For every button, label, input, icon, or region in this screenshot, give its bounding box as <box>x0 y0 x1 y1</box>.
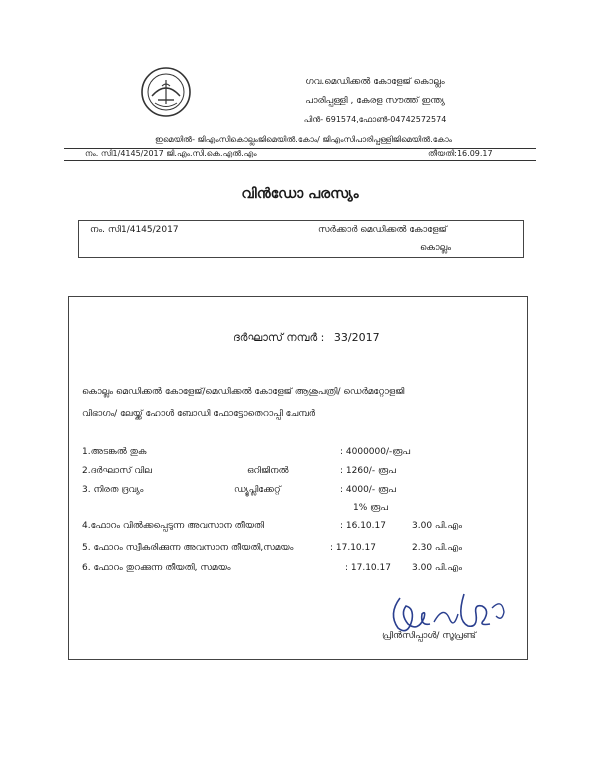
tender-number: 33/2017 <box>333 331 380 344</box>
tender-heading-label: ദർഘാസ് നമ്പർ : <box>233 331 325 344</box>
tender-row-value: : 1260/- രൂപ <box>340 466 396 476</box>
tender-row-label: 2.ദർഘാസ് വില <box>82 466 152 476</box>
college-pin-phone: പിൻ- 691574,ഫോൺ-04742572574 <box>303 115 447 124</box>
page-title: വിൻഡോ പരസ്യം <box>241 186 359 202</box>
tender-row-middle: ഒറിജിനൽ <box>247 466 289 476</box>
college-emblem-icon <box>140 66 192 118</box>
tender-row-value: : 4000000/-രൂപ <box>340 447 411 457</box>
reference-number: നം. സി1/4145/2017 ജി.എം.സി.കെ.എൽ.എം <box>85 149 257 158</box>
tender-description-line2: വിഭാഗം/ ലേയ്ക്ക് ഹോൾ ബോഡി ഫോട്ടോതെറാപ്പി ചേമ്പർ <box>82 409 316 419</box>
college-email: ഇമെയിൽ- ജിഎംസികൊല്ലംജിമെയിൽ.കോം/ ജിഎംസിപാരിപ്പള്ളിജിമെയിൽ.കോം <box>155 135 453 144</box>
tender-row-value: 1% രൂപ <box>353 503 389 513</box>
tender-row-label: 6. ഫോറം തുറക്കുന്ന തീയതി, സമയം <box>82 563 231 573</box>
college-address: പാരിപ്പള്ളി , കേരള സൗത്ത് ഇന്ത്യ <box>305 96 445 106</box>
tender-row-label: 4.ഫോറം വിൽക്കപ്പെടുന്ന അവസാന തീയതി <box>82 521 265 531</box>
tender-row-value: : 17.10.17 <box>330 543 376 553</box>
reference-box-number: നം. സി1/4145/2017 <box>90 225 179 235</box>
tender-row-time: 3.00 പി.എം <box>412 563 463 573</box>
issue-date: തീയതി:16.09.17 <box>428 149 493 158</box>
tender-row-time: 2.30 പി.എം <box>412 543 463 553</box>
tender-row-value: : 16.10.17 <box>340 521 386 531</box>
reference-box-office: സർക്കാർ മെഡിക്കൽ കോളേജ് <box>318 225 447 235</box>
tender-heading <box>233 331 380 345</box>
tender-row-time: 3.00 പി.എം <box>412 521 463 531</box>
reference-box-city: കൊല്ലം <box>420 243 452 253</box>
tender-description-line1: കൊല്ലം മെഡിക്കൽ കോളേജ്/മെഡിക്കൽ കോളേജ് ആശുപത്രി/ ഡെർമറ്റോളജി <box>82 387 405 397</box>
tender-row-label: 1.അടങ്കൽ തുക <box>82 447 147 457</box>
header-divider-bottom <box>64 160 536 161</box>
tender-row-middle: ഡ്യൂപ്ലിക്കേറ്റ് <box>234 485 281 495</box>
tender-row-label: 3. നിരത ദ്രവ്യം <box>82 485 144 495</box>
signatory-title: പ്രിൻസിപ്പാൾ/ സൂപ്രണ്ട് <box>382 631 476 641</box>
tender-row-label: 5. ഫോറം സ്വീകരിക്കുന്ന അവസാന തീയതി,സമയം <box>82 543 294 553</box>
tender-row-value: : 4000/- രൂപ <box>340 485 396 495</box>
college-name: ഗവ.മെഡിക്കൽ കോളേജ് കൊല്ലം <box>305 77 445 87</box>
tender-row-value: : 17.10.17 <box>345 563 391 573</box>
